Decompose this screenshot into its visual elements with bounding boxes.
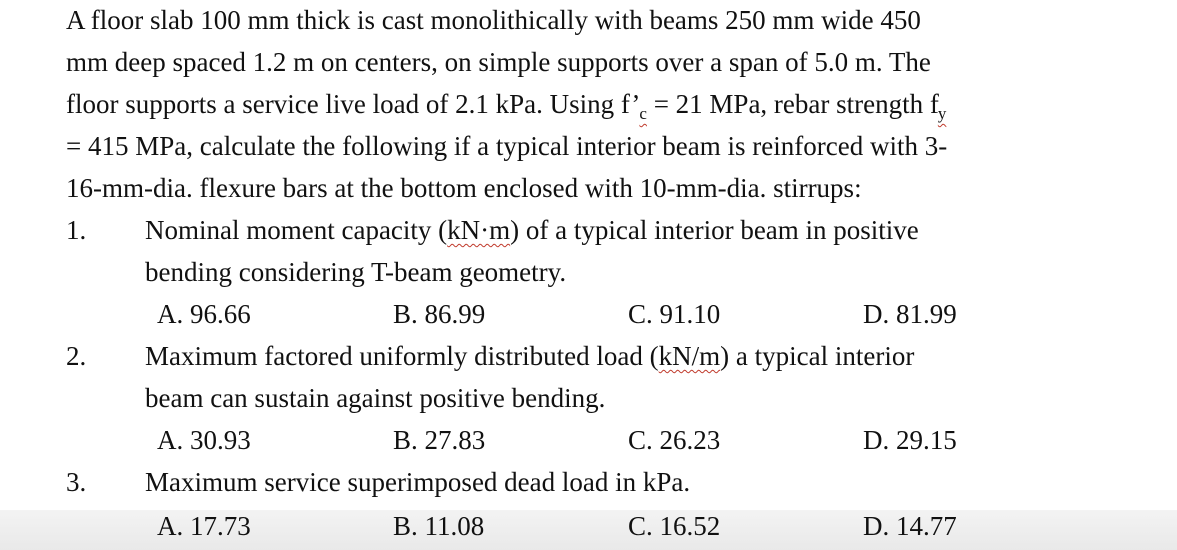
prime-mark: ’	[631, 89, 641, 119]
question-1-choice-b: B. 86.99	[393, 299, 486, 329]
subscript-y: y	[937, 104, 947, 123]
question-2-text-line-2: beam can sustain against positive bending.	[145, 383, 606, 413]
question-1-unit: kN·m	[447, 215, 511, 245]
question-2-unit: kN/m	[658, 341, 721, 371]
intro-line-4: = 415 MPa, calculate the following if a typical interior beam is reinforced with 3-	[66, 131, 948, 161]
question-1-number: 1.	[66, 215, 87, 245]
question-3-choice-c: C. 16.52	[628, 511, 721, 541]
question-3-text-line-1: Maximum service superimposed dead load in kPa.	[145, 467, 691, 497]
question-2-text-a: Maximum factored uniformly distributed load (	[145, 341, 659, 371]
question-1-text-a: Nominal moment capacity (	[145, 215, 448, 245]
intro-line-3-text-b: = 21 MPa, rebar strength f	[646, 89, 939, 119]
question-2-choice-b: B. 27.83	[393, 425, 486, 455]
question-3-choice-a: A. 17.73	[157, 511, 251, 541]
intro-line-5: 16-mm-dia. flexure bars at the bottom enclosed with 10-mm-dia. stirrups:	[66, 173, 862, 203]
question-2-choice-a: A. 30.93	[157, 425, 251, 455]
subscript-c: c	[639, 104, 647, 123]
question-2-choice-d: D. 29.15	[863, 425, 957, 455]
question-3-choice-d: D. 14.77	[863, 511, 957, 541]
question-1-text-line-2: bending considering T-beam geometry.	[145, 257, 567, 287]
intro-line-2: mm deep spaced 1.2 m on centers, on simple supports over a span of 5.0 m. The	[66, 47, 931, 77]
question-2-choice-c: C. 26.23	[628, 425, 721, 455]
question-1-choice-c: C. 91.10	[628, 299, 721, 329]
question-1-text-b: ) of a typical interior beam in positive	[510, 215, 919, 245]
intro-line-1: A floor slab 100 mm thick is cast monolithically with beams 250 mm wide 450	[66, 5, 921, 35]
question-1-choice-a: A. 96.66	[157, 299, 251, 329]
question-1-choice-d: D. 81.99	[863, 299, 957, 329]
question-2-number: 2.	[66, 341, 87, 371]
intro-line-3-text-a: floor supports a service live load of 2.1 kPa. Using f	[66, 89, 632, 119]
question-3-choice-b: B. 11.08	[393, 511, 485, 541]
question-2-text-line-1	[145, 340, 914, 372]
question-2-text-b: ) a typical interior	[720, 341, 915, 371]
bottom-overlay-bar	[0, 510, 1177, 550]
question-1-text-line-1	[145, 214, 919, 246]
intro-line-3	[66, 88, 946, 124]
question-3-number: 3.	[66, 467, 87, 497]
